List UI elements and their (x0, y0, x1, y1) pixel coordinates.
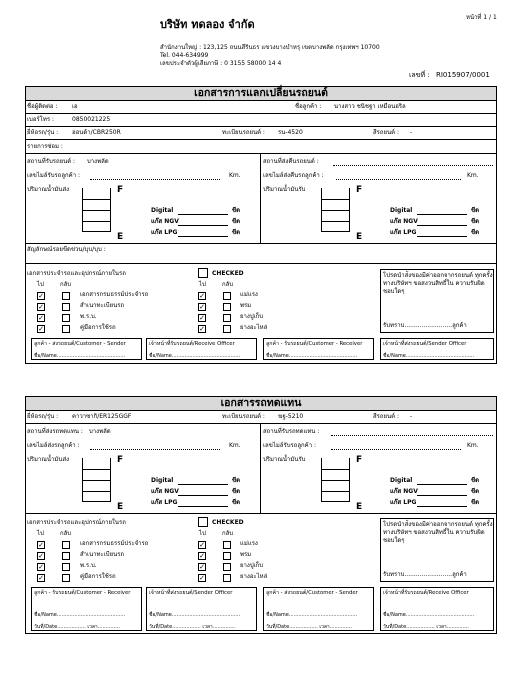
unit-label: ขีด (471, 218, 479, 225)
notice-text: โปรดนำส่ังของมีค่าออกจากรถยนต์ ทุกครั้งทางบริษัทฯ ขอสงวนสิทธิ์ใน ความรับผิดชอบใดๆ (383, 272, 493, 295)
lpg-label: แก๊ส LPG (151, 499, 178, 506)
doc-number: RI015907/0001 (436, 71, 490, 79)
plate-label: ทะเบียนรถยนต์ : (222, 413, 265, 420)
signature-date-line: วันที่/Date.................. เวลา.............. (266, 624, 352, 630)
signature-name-line: ชื่อ/Name........................................... (383, 353, 475, 359)
checked-legend-box (198, 517, 208, 527)
item-go-checkbox[interactable]: ✓ (38, 563, 44, 571)
ngv-label: แก๊ส NGV (151, 488, 179, 495)
signature-name-line: ชื่อ/Name........................................... (149, 612, 241, 618)
digital-label: Digital (151, 207, 174, 214)
item-back-checkbox[interactable] (62, 292, 70, 300)
item-label: แม่แรง (240, 540, 258, 547)
checked-label: CHECKED (212, 519, 244, 526)
back-header: กลับ (222, 530, 234, 537)
signature-name-line: ชื่อ/Name........................................... (149, 353, 241, 359)
item-go-checkbox[interactable]: ✓ (199, 314, 205, 322)
fuel-full-mark: F (117, 455, 124, 465)
row-divider (25, 153, 497, 154)
unit-label: ขีด (232, 207, 240, 214)
signature-title: เจ้าหน้าที่รับรถยนต์/Receive Officer (149, 341, 235, 347)
signature-name-line: ชื่อ/Name........................................... (266, 353, 358, 359)
unit-label: ขีด (471, 499, 479, 506)
signature-title: เจ้าหน้าที่ส่งรถยนต์/Sender Officer (383, 341, 467, 347)
unit-label: ขีด (471, 207, 479, 214)
fuel-receive-label: ปริมาณน้ำมันรับ (263, 456, 306, 463)
item-back-checkbox[interactable] (223, 552, 231, 560)
item-go-checkbox[interactable]: ✓ (38, 574, 44, 582)
page-number: หน้าที่ 1 / 1 (466, 14, 497, 21)
item-back-checkbox[interactable] (223, 292, 231, 300)
unit-label: ขีด (232, 477, 240, 484)
brand-value: ฮอนด้า/CBR250R (72, 129, 121, 136)
item-back-checkbox[interactable] (62, 541, 70, 549)
item-label: สำเนาทะเบียนรถ (80, 302, 125, 309)
item-back-checkbox[interactable] (223, 574, 231, 582)
back-header: กลับ (60, 281, 72, 288)
doc-number-label: เลขที่ : (409, 71, 430, 79)
km-unit: Km. (467, 442, 479, 449)
item-back-checkbox[interactable] (223, 563, 231, 571)
acknowledge-line: รับทราบ.........................ลูกค้า (383, 322, 467, 329)
signature-title: เจ้าหน้าที่ส่งรถยนต์/Sender Officer (149, 590, 233, 596)
brand-label: ยี่ห้อรถ/รุ่น : (27, 129, 59, 136)
item-go-checkbox[interactable]: ✓ (38, 303, 44, 311)
tax-id: เลขประจำตัวผู้เสียภาษี : 0 3155 58000 14 4 (160, 60, 282, 67)
item-go-checkbox[interactable]: ✓ (38, 292, 44, 300)
brand-label: ยี่ห้อรถ/รุ่น : (27, 413, 59, 420)
go-header: ไป (199, 281, 206, 288)
item-label: ยางอะไหล่ (240, 324, 268, 331)
company-tel: Tel. 044-634999 (160, 52, 209, 59)
item-label: พ.ร.บ. (80, 562, 97, 569)
signature-date-line: วันที่/Date.................. เวลา.............. (149, 624, 235, 630)
customer-value: นางสาว ชนิชฐา เหมือนอริล (334, 103, 406, 110)
lpg-label: แก๊ส LPG (390, 229, 417, 236)
item-back-checkbox[interactable] (62, 314, 70, 322)
signature-name-line: ชื่อ/Name........................................... (34, 353, 126, 359)
item-back-checkbox[interactable] (62, 574, 70, 582)
signature-title: ลูกค้า - ส่งรถยนต์/Customer - Sender (266, 590, 358, 596)
row-divider (25, 126, 497, 127)
fuel-empty-mark: E (117, 232, 124, 242)
row-divider (25, 263, 497, 264)
item-back-checkbox[interactable] (223, 325, 231, 333)
unit-label: ขีด (232, 229, 240, 236)
item-back-checkbox[interactable] (62, 325, 70, 333)
signature-date-line: วันที่/Date.................. เวลา.............. (34, 624, 120, 630)
item-go-checkbox[interactable]: ✓ (38, 541, 44, 549)
item-go-checkbox[interactable]: ✓ (38, 314, 44, 322)
item-go-checkbox[interactable]: ✓ (38, 325, 44, 333)
mile-return-label: เลขไมล์ส่งคืนรถลูกค้า : (263, 172, 324, 179)
checked-legend-box (198, 268, 208, 278)
item-label: ยางปูเก็บ (240, 562, 264, 569)
color-value: - (410, 129, 413, 136)
item-label: พ.ร.บ. (80, 313, 97, 320)
fuel-empty-mark: E (356, 232, 363, 242)
lpg-label: แก๊ส LPG (151, 229, 178, 236)
item-go-checkbox[interactable]: ✓ (199, 552, 205, 560)
mile-send-label: เลขไมล์ส่งรถลูกค้า : (27, 442, 80, 449)
place-return-label: สถานที่ส่งคืนรถยนต์ : (263, 158, 319, 165)
detail-label: รายการซ่อม : (27, 143, 63, 150)
item-go-checkbox[interactable]: ✓ (199, 541, 205, 549)
section2-title: เอกสารรถทดแทน (25, 396, 497, 411)
digital-label: Digital (390, 207, 413, 214)
column-divider (260, 423, 261, 513)
contact-value: เอ (72, 103, 78, 110)
row-divider (25, 139, 497, 140)
item-label: เอกสารกรมธรรม์ประจำรถ (80, 540, 149, 547)
checked-label: CHECKED (212, 270, 244, 277)
unit-label: ขีด (471, 488, 479, 495)
row-divider (25, 423, 497, 424)
fuel-empty-mark: E (356, 502, 363, 512)
notice-text: โปรดนำส่ังของมีค่าออกจากรถยนต์ ทุกครั้งทางบริษัทฯ ขอสงวนสิทธิ์ใน ความรับผิดชอบใดๆ (383, 521, 493, 544)
mile-receive-label: เลขไมล์รับรถลูกค้า : (27, 172, 80, 179)
item-go-checkbox[interactable]: ✓ (38, 552, 44, 560)
ngv-label: แก๊ส NGV (151, 218, 179, 225)
fuel-full-mark: F (356, 185, 363, 195)
back-header: กลับ (222, 281, 234, 288)
unit-label: ขีด (232, 218, 240, 225)
unit-label: ขีด (471, 477, 479, 484)
go-header: ไป (37, 530, 44, 537)
item-label: ยางอะไหล่ (240, 573, 268, 580)
docs-label: เอกสารประจำรถและอุปกรณ์ภายในรถ (27, 519, 126, 526)
unit-label: ขีด (471, 229, 479, 236)
digital-label: Digital (151, 477, 174, 484)
km-unit: Km. (467, 172, 479, 179)
unit-label: ขีด (232, 499, 240, 506)
signature-title: ลูกค้า - รับรถยนต์/Customer - Receiver (266, 341, 363, 347)
item-back-checkbox[interactable] (62, 303, 70, 311)
go-header: ไป (199, 530, 206, 537)
fuel-send-label: ปริมาณน้ำมันส่ง (27, 186, 70, 193)
item-go-checkbox[interactable]: ✓ (199, 303, 205, 311)
place-receive-label: สถานที่รับรถยนต์ : (27, 158, 76, 165)
docs-label: เอกสารประจำรถและอุปกรณ์ภายในรถ (27, 270, 126, 277)
item-back-checkbox[interactable] (62, 552, 70, 560)
column-divider (260, 153, 261, 243)
lpg-label: แก๊ส LPG (390, 499, 417, 506)
ngv-label: แก๊ส NGV (390, 488, 418, 495)
item-back-checkbox[interactable] (223, 541, 231, 549)
remark-label: สัญลักษณ์รอยขีดข่วน/บุบ/บุบ : (27, 246, 106, 253)
item-label: คู่มือการใช้รถ (80, 324, 116, 331)
customer-label: ชื่อลูกค้า : (295, 103, 322, 110)
fuel-send-label: ปริมาณน้ำมันส่ง (27, 456, 70, 463)
fuel-full-mark: F (356, 455, 363, 465)
item-go-checkbox[interactable]: ✓ (199, 574, 205, 582)
item-go-checkbox[interactable]: ✓ (199, 563, 205, 571)
item-go-checkbox[interactable]: ✓ (199, 292, 205, 300)
back-header: กลับ (60, 530, 72, 537)
item-label: ยางปูเก็บ (240, 313, 264, 320)
ngv-label: แก๊ส NGV (390, 218, 418, 225)
signature-name-line: ชื่อ/Name........................................... (266, 612, 358, 618)
signature-title: ลูกค้า - รับรถยนต์/Customer - Receiver (34, 590, 131, 596)
item-label: พรม (240, 302, 252, 309)
place-return-label: สถานที่รับรถทดแทน : (263, 428, 320, 435)
item-label: เอกสารกรมธรรม์ประจำรถ (80, 291, 149, 298)
fuel-full-mark: F (117, 185, 124, 195)
acknowledge-line: รับทราบ.........................ลูกค้า (383, 571, 467, 578)
plate-label: ทะเบียนรถยนต์ : (222, 129, 265, 136)
company-address: สำนักงานใหญ่ : 123,125 ถนนสีรินธร แขวงบางบำหรุ เขตบางพลัด กรุงเทพฯ 10700 (160, 44, 380, 51)
item-go-checkbox[interactable]: ✓ (199, 325, 205, 333)
unit-label: ขีด (232, 488, 240, 495)
phone-value: 0850021225 (72, 116, 111, 123)
plate-value: รน-4520 (278, 129, 303, 136)
signature-title: ลูกค้า - ส่งรถยนต์/Customer - Sender (34, 341, 126, 347)
color-label: สีรถยนต์ : (373, 129, 399, 136)
go-header: ไป (37, 281, 44, 288)
phone-label: เบอร์โทร : (27, 116, 55, 123)
section1-title: เอกสารการแลกเปลี่ยนรถยนต์ (25, 86, 497, 101)
row-divider (25, 113, 497, 114)
signature-name-line: ชื่อ/Name........................................... (34, 612, 126, 618)
km-unit: Km. (229, 172, 241, 179)
mile-return-label: เลขไมล์รับรถลูกค้า : (263, 442, 316, 449)
row-divider (25, 243, 497, 244)
fuel-receive-label: ปริมาณน้ำมันรับ (263, 186, 306, 193)
item-label: สำเนาทะเบียนรถ (80, 551, 125, 558)
place-send-label: สถานที่ส่งรถทดแทน : (27, 428, 83, 435)
plate-value: ฆฐ-5210 (278, 413, 304, 420)
item-label: คู่มือการใช้รถ (80, 573, 116, 580)
digital-label: Digital (390, 477, 413, 484)
fuel-empty-mark: E (117, 502, 124, 512)
signature-name-line: ชื่อ/Name........................................... (383, 612, 475, 618)
item-back-checkbox[interactable] (223, 303, 231, 311)
signature-date-line: วันที่/Date.................. เวลา.............. (383, 624, 469, 630)
contact-label: ชื่อผู้ติดต่อ : (27, 103, 58, 110)
item-back-checkbox[interactable] (62, 563, 70, 571)
item-back-checkbox[interactable] (223, 314, 231, 322)
item-label: พรม (240, 551, 252, 558)
item-label: แม่แรง (240, 291, 258, 298)
row-divider (25, 513, 497, 514)
place-receive-value: บางพลัด (87, 158, 109, 165)
signature-title: เจ้าหน้าที่รับรถยนต์/Receive Officer (383, 590, 469, 596)
brand-value: คาวาซากิ/ER125GGF (72, 413, 132, 420)
km-unit: Km. (229, 442, 241, 449)
color-label: สีรถยนต์ : (373, 413, 399, 420)
place-send-value: บางพลัด (89, 428, 111, 435)
company-name: บริษัท ทดลอง จำกัด (160, 18, 255, 31)
color-value: - (410, 413, 413, 420)
